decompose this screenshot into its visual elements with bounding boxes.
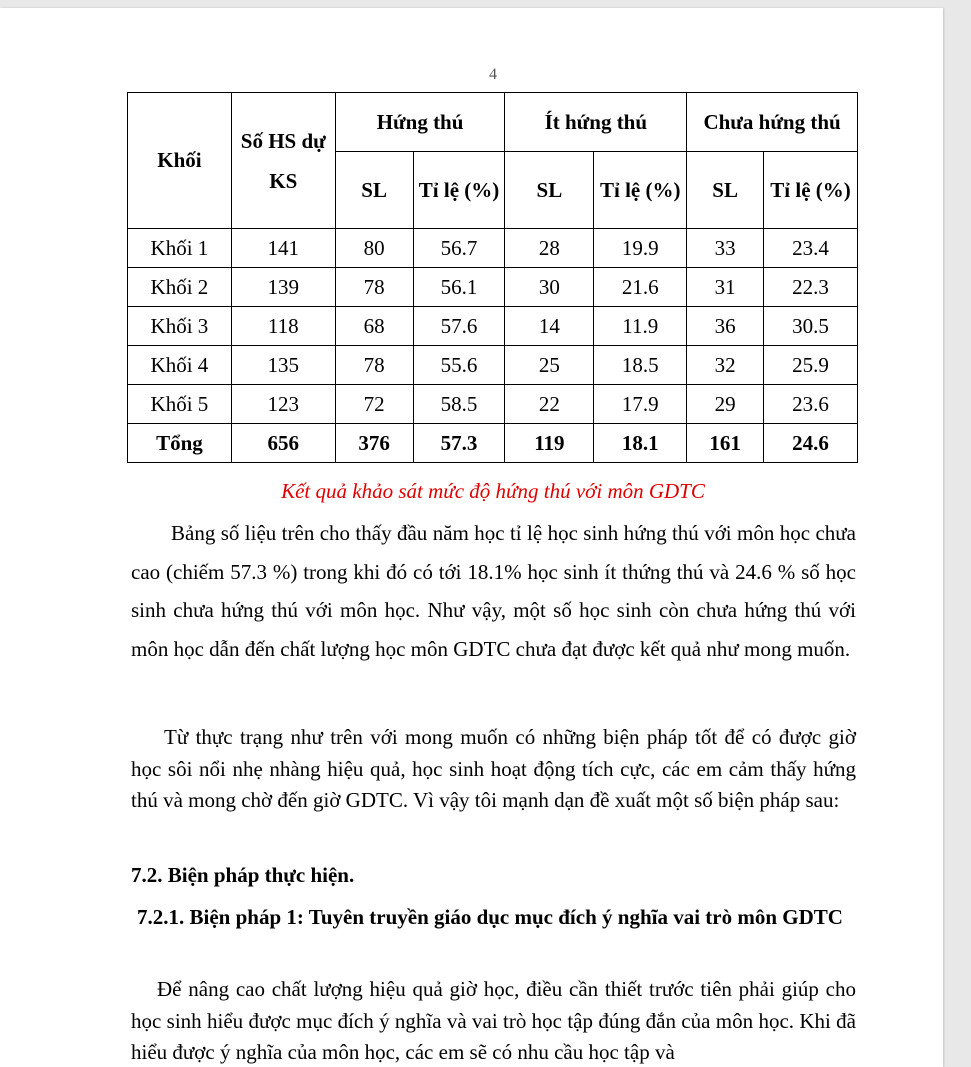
cell-so-hs: 139 xyxy=(231,268,335,307)
subheader-sl: SL xyxy=(687,152,764,229)
header-it-hung-thu: Ít hứng thú xyxy=(505,93,687,152)
cell-khoi: Khối 4 xyxy=(128,346,232,385)
table-caption: Kết quả khảo sát mức độ hứng thú với môn GDTC xyxy=(281,479,705,503)
cell-khoi: Khối 2 xyxy=(128,268,232,307)
cell-chua-sl: 32 xyxy=(687,346,764,385)
cell-chua-sl: 36 xyxy=(687,307,764,346)
cell-khoi: Khối 1 xyxy=(128,229,232,268)
cell-chua-sl: 29 xyxy=(687,385,764,424)
document-page xyxy=(0,8,943,1067)
cell-ht-sl: 376 xyxy=(335,424,413,463)
subheader-sl: SL xyxy=(335,152,413,229)
header-khoi: Khối xyxy=(128,93,232,229)
page-number: 4 xyxy=(489,66,497,83)
survey-table xyxy=(127,92,858,463)
cell-it-sl: 22 xyxy=(505,385,594,424)
cell-it-tl: 21.6 xyxy=(594,268,687,307)
cell-ht-sl: 72 xyxy=(335,385,413,424)
cell-it-tl: 11.9 xyxy=(594,307,687,346)
header-hung-thu: Hứng thú xyxy=(335,93,505,152)
table-header-row xyxy=(128,93,858,152)
paragraph: Bảng số liệu trên cho thấy đầu năm học tỉ lệ học sinh hứng thú với môn học chưa cao (chiếm 57.3 %) trong khi đó có tới 18.1% học sinh ít thứng thú và 24.6 % số học sinh chưa hứng thú với môn học. Như vậy, một số học sinh còn chưa hứng thú với môn học dẫn đến chất lượng học môn GDTC chưa đạt được kết quả như mong muốn. xyxy=(131,521,856,661)
cell-khoi: Khối 3 xyxy=(128,307,232,346)
paragraph: Để nâng cao chất lượng hiệu quả giờ học, điều cần thiết trước tiên phải giúp cho học sinh hiểu được mục đích ý nghĩa và vai trò học tập đúng đắn của môn học. Khi đã hiểu được ý nghĩa của môn học, các em sẽ có nhu cầu học tập và xyxy=(131,977,856,1064)
cell-it-tl: 19.9 xyxy=(594,229,687,268)
cell-chua-tl: 23.4 xyxy=(764,229,858,268)
cell-chua-tl: 25.9 xyxy=(764,346,858,385)
cell-ht-sl: 78 xyxy=(335,346,413,385)
paragraph: Từ thực trạng như trên với mong muốn có những biện pháp tốt để có được giờ học sôi nổi nhẹ nhàng hiệu quả, học sinh hoạt động tích cực, các em cảm thấy hứng thú và mong chờ đến giờ GDTC. Vì vậy tôi mạnh dạn đề xuất một số biện pháp sau: xyxy=(131,725,856,812)
cell-ht-sl: 80 xyxy=(335,229,413,268)
cell-it-sl: 25 xyxy=(505,346,594,385)
cell-khoi: Tổng xyxy=(128,424,232,463)
cell-it-tl: 17.9 xyxy=(594,385,687,424)
cell-it-tl: 18.1 xyxy=(594,424,687,463)
cell-ht-tl: 57.3 xyxy=(413,424,505,463)
cell-ht-tl: 58.5 xyxy=(413,385,505,424)
cell-ht-tl: 56.7 xyxy=(413,229,505,268)
header-chua-hung-thu: Chưa hứng thú xyxy=(687,93,858,152)
cell-so-hs: 141 xyxy=(231,229,335,268)
subheader-ti-le: Tỉ lệ (%) xyxy=(764,152,858,229)
section-heading: 7.2. Biện pháp thực hiện. xyxy=(131,863,355,887)
cell-ht-tl: 55.6 xyxy=(413,346,505,385)
cell-chua-tl: 22.3 xyxy=(764,268,858,307)
table-row xyxy=(128,346,858,385)
table-row xyxy=(128,307,858,346)
cell-so-hs: 123 xyxy=(231,385,335,424)
cell-chua-sl: 31 xyxy=(687,268,764,307)
table-total-row xyxy=(128,424,858,463)
cell-ht-tl: 57.6 xyxy=(413,307,505,346)
cell-ht-sl: 78 xyxy=(335,268,413,307)
cell-it-sl: 14 xyxy=(505,307,594,346)
cell-chua-tl: 24.6 xyxy=(764,424,858,463)
cell-so-hs: 118 xyxy=(231,307,335,346)
table-row xyxy=(128,268,858,307)
subsection-heading: 7.2.1. Biện pháp 1: Tuyên truyền giáo dục mục đích ý nghĩa vai trò môn GDTC xyxy=(137,905,843,929)
table-row xyxy=(128,385,858,424)
cell-it-sl: 30 xyxy=(505,268,594,307)
cell-so-hs: 656 xyxy=(231,424,335,463)
cell-so-hs: 135 xyxy=(231,346,335,385)
header-so-hs: Số HS dự KS xyxy=(231,93,335,229)
cell-it-sl: 119 xyxy=(505,424,594,463)
subheader-sl: SL xyxy=(505,152,594,229)
cell-ht-tl: 56.1 xyxy=(413,268,505,307)
cell-ht-sl: 68 xyxy=(335,307,413,346)
cell-it-tl: 18.5 xyxy=(594,346,687,385)
cell-chua-sl: 33 xyxy=(687,229,764,268)
cell-chua-sl: 161 xyxy=(687,424,764,463)
cell-khoi: Khối 5 xyxy=(128,385,232,424)
table-row xyxy=(128,229,858,268)
cell-chua-tl: 30.5 xyxy=(764,307,858,346)
cell-it-sl: 28 xyxy=(505,229,594,268)
subheader-ti-le: Tỉ lệ (%) xyxy=(413,152,505,229)
subheader-ti-le: Tỉ lệ (%) xyxy=(594,152,687,229)
cell-chua-tl: 23.6 xyxy=(764,385,858,424)
